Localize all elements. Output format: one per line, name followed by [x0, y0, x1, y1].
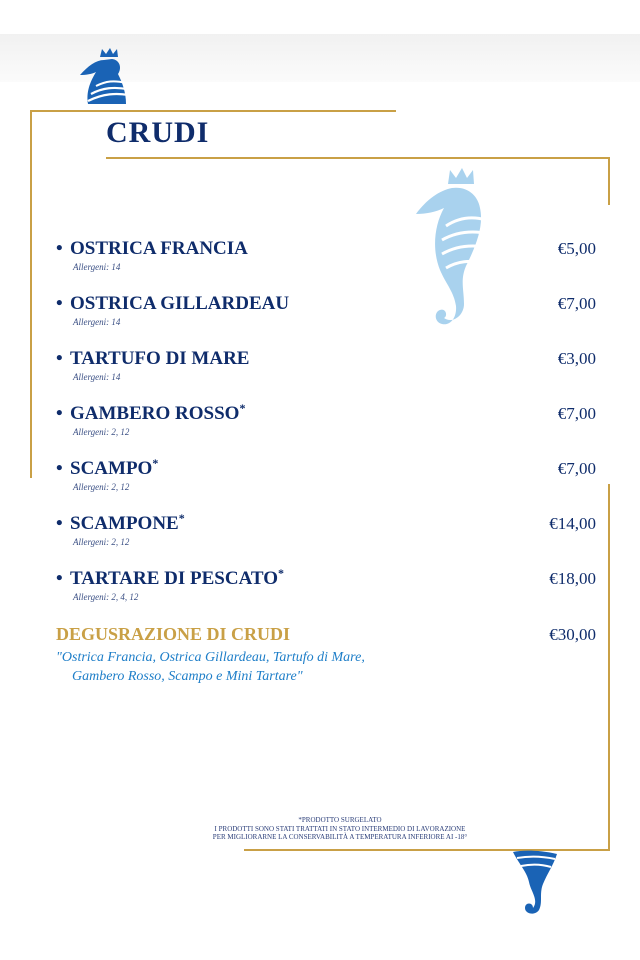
item-price: €7,00 [557, 404, 596, 423]
frozen-star: * [152, 456, 159, 470]
frozen-star: * [178, 511, 185, 525]
item-name [56, 513, 185, 535]
item-name-text: GAMBERO ROSSO [70, 403, 240, 424]
frame-left-line [30, 110, 32, 478]
item-allergens: Allergeni: 14 [73, 262, 121, 272]
footnote-temperature: PER MIGLIORARNE LA CONSERVABILITÀ A TEMPERATURA INFERIORE AI -18° [212, 833, 468, 841]
item-price: €18,00 [549, 569, 596, 588]
item-name [56, 403, 245, 425]
item-name [56, 348, 249, 370]
menu-item [56, 458, 596, 513]
item-name [56, 568, 284, 590]
item-name-text: TARTUFO DI MARE [70, 348, 250, 369]
frame-top-right-line [106, 157, 610, 159]
bullet: • [56, 513, 63, 534]
bullet: • [56, 293, 63, 314]
item-name-text: TARTARE DI PESCATO [70, 568, 279, 589]
frozen-star: * [239, 401, 246, 415]
bullet: • [56, 238, 63, 259]
footnote-processing: I PRODOTTI SONO STATI TRATTATI IN STATO INTERMEDIO DI LAVORAZIONE [214, 824, 466, 833]
item-name-text: OSTRICA GILLARDEAU [70, 293, 290, 314]
tasting-price: €30,00 [549, 625, 596, 644]
item-name [56, 458, 158, 480]
bottom-margin [0, 926, 640, 960]
page-title: CRUDI [106, 116, 210, 149]
bullet: • [56, 403, 63, 424]
menu-item [56, 238, 596, 293]
item-name-text: SCAMPO [70, 458, 153, 479]
frame-right-bottom-line [608, 484, 610, 850]
item-price: €7,00 [557, 294, 596, 313]
item-name [56, 238, 248, 260]
tasting-description-line2: Gambero Rosso, Scampo e Mini Tartare" [72, 669, 303, 684]
item-name-text: OSTRICA FRANCIA [70, 238, 248, 259]
item-allergens: Allergeni: 2, 12 [73, 482, 130, 492]
menu-item [56, 568, 596, 623]
item-allergens: Allergeni: 14 [73, 372, 121, 382]
item-price: €7,00 [557, 459, 596, 478]
item-price: €3,00 [557, 349, 596, 368]
tasting-name: DEGUSRAZIONE DI CRUDI [56, 624, 291, 644]
bullet: • [56, 348, 63, 369]
menu-item [56, 293, 596, 348]
tasting-description-line1: "Ostrica Francia, Ostrica Gillardeau, Tartufo di Mare, [56, 650, 365, 665]
menu-item [56, 403, 596, 458]
frozen-star: * [278, 566, 285, 580]
top-margin [0, 0, 640, 34]
item-name-text: SCAMPONE [70, 513, 179, 534]
item-price: €14,00 [549, 514, 596, 533]
item-price: €5,00 [557, 239, 596, 258]
item-allergens: Allergeni: 2, 12 [73, 537, 130, 547]
footnote-frozen: *PRODOTTO SURGELATO [298, 816, 382, 824]
menu-item [56, 348, 596, 403]
item-allergens: Allergeni: 2, 4, 12 [73, 592, 139, 602]
bullet: • [56, 568, 63, 589]
bullet: • [56, 458, 63, 479]
footnote [140, 816, 540, 842]
seahorse-bottom-logo-icon [505, 846, 565, 918]
menu-list [56, 238, 596, 623]
frame-right-top-line [608, 157, 610, 205]
item-name [56, 293, 289, 315]
seahorse-logo-icon [74, 44, 138, 114]
item-allergens: Allergeni: 14 [73, 317, 121, 327]
menu-item [56, 513, 596, 568]
item-allergens: Allergeni: 2, 12 [73, 427, 130, 437]
